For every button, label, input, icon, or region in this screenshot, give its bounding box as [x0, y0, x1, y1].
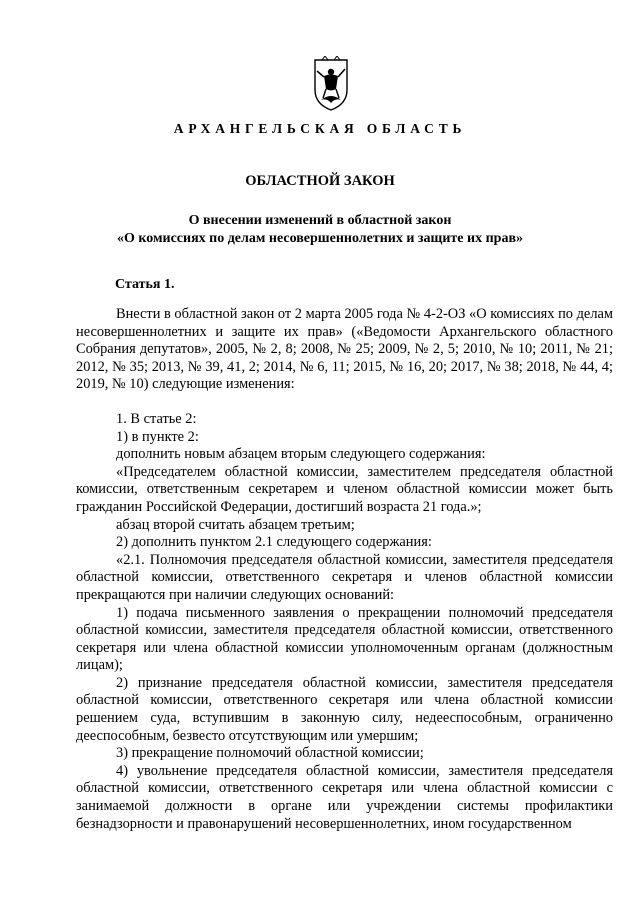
- paragraph-add-abzac: дополнить новым абзацем вторым следующего содержания:: [116, 446, 486, 463]
- paragraph-subitem-1: 1) в пункте 2:: [116, 428, 199, 445]
- law-title-line-2: «О комиссиях по делам несовершеннолетних и защите их прав»: [116, 231, 523, 246]
- paragraph-ground-3: 3) прекращение полномочий областной комиссии;: [116, 745, 424, 762]
- article-body: [76, 306, 613, 833]
- coat-of-arms-icon: [311, 56, 351, 112]
- paragraph-ground-4: 4) увольнение председателя областной комиссии, заместителя председателя областной комиссии, ответственного секретаря или члена областной комиссии с занимаемой должности в органе или учреждении системы профилактики безнадзорности и правонарушений несовершеннолетних, ином государственном: [76, 762, 613, 832]
- paragraph-intro: Внести в областной закон от 2 марта 2005 года № 4-2-ОЗ «О комиссиях по делам несовершеннолетних и защите их прав» («Ведомости Архангельского областного Собрания депутатов», 2005, № 2, 8; 2008, № 25; 2009, № 2, 5; 2010, № 10; 2011, № 21; 2012, № 35; 2013, № 39, 41, 2; 2014, № 6, 11; 2015, № 16, 20; 2017, № 38; 2018, № 44, 4; 2019, № 10) следующие изменения:: [76, 306, 613, 393]
- paragraph-item-1: 1. В статье 2:: [116, 410, 197, 427]
- article-heading: Статья 1.: [115, 277, 175, 292]
- document-type: ОБЛАСТНОЙ ЗАКОН: [245, 173, 395, 189]
- paragraph-abzac-rename: абзац второй считать абзацем третьим;: [116, 516, 355, 533]
- paragraph-quote-chairman: «Председателем областной комиссии, заместителем председателя областной комиссии, ответственным секретарем и членом областной комиссии может быть гражданин Российской Федерации, достигший возраста 21 года.»;: [76, 463, 613, 515]
- paragraph-point-2-1: «2.1. Полномочия председателя областной комиссии, заместителя председателя областной комиссии, ответственного секретаря и членов областной комиссии прекращаются при наличии следующих оснований:: [76, 551, 613, 603]
- law-title: [0, 212, 640, 248]
- paragraph-ground-2: 2) признание председателя областной комиссии, заместителя председателя областной комиссии, ответственного секретаря или члена областной комиссии решением суда, вступившим в законную силу, недееспособным, ограниченно дееспособным, безвесто отсутствующим или умершим;: [76, 674, 613, 744]
- paragraph-subitem-2: 2) дополнить пунктом 2.1 следующего содержания:: [116, 534, 432, 551]
- region-name: АРХАНГЕЛЬСКАЯ ОБЛАСТЬ: [173, 121, 467, 136]
- paragraph-ground-1: 1) подача письменного заявления о прекращении полномочий председателя областной комиссии, заместителя председателя областной комиссии, ответственного секретаря или члена областной комиссии уполномоченным органам (должностным лицам);: [76, 604, 613, 674]
- law-title-line-1: О внесении изменений в областной закон: [188, 213, 452, 228]
